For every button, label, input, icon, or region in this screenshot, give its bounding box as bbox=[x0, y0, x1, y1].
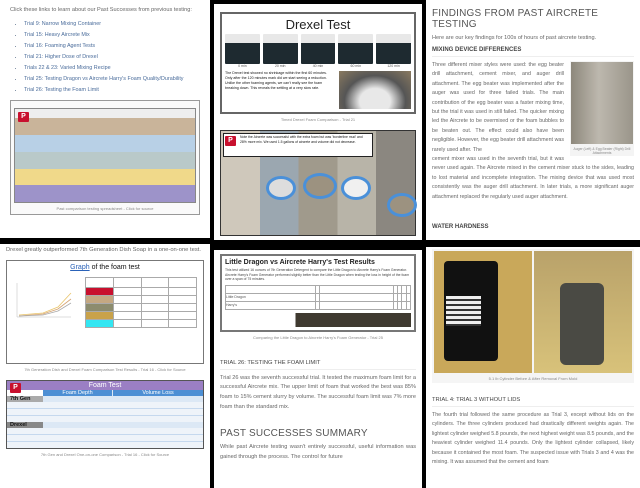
photo-label: 120 min bbox=[387, 64, 400, 68]
column-group-header: Foam Depth bbox=[43, 390, 112, 396]
foam-graph-figure[interactable] bbox=[6, 260, 204, 364]
pinterest-icon[interactable]: P bbox=[225, 136, 236, 146]
body-text: cement mixer was used in the seventh trial, but it was never used again. The Aircrete mixed in the cement mixer stuck to the sides, leading to lost material and incomplete integration. The mixing device that was used most consistently was the auger drill attachment. In later trials, a more significant auger attachment replaced the regularly used auger attachment. bbox=[432, 156, 634, 200]
trial-link[interactable]: Trial 15: Heavy Aircrete Mix bbox=[24, 32, 90, 38]
mixing-photo bbox=[339, 71, 411, 109]
figure-note: Note the Aircrete was successful with the extra foam but was 'borderline mud' and 28% more mix. We used 1.5 gallons of aircrete and volume did not decrease. bbox=[223, 133, 373, 157]
timing-table bbox=[225, 313, 411, 327]
drill-attachments-photo bbox=[571, 62, 633, 144]
list-item bbox=[24, 19, 200, 30]
drexel-figure[interactable] bbox=[220, 12, 416, 114]
color-swatch bbox=[86, 296, 114, 304]
results-table bbox=[225, 285, 411, 310]
figure-text: The Drexel test showed no shrinkage within the first 60 minutes. Only after the 120 minutes mark did we start seeing a reduction. Unlike the other foaming agents, we can't really see the foam breaking down. This reveals the settling at a very slow rate. bbox=[225, 71, 327, 90]
section-title: PAST SUCCESSES SUMMARY bbox=[220, 428, 368, 440]
bucket-photo bbox=[266, 176, 296, 200]
color-swatch bbox=[86, 288, 114, 296]
row-group-label: 7th Gen bbox=[7, 396, 43, 402]
figure-title: Drexel Test bbox=[285, 17, 351, 32]
bucket-photo bbox=[303, 173, 337, 199]
cylinder-figure[interactable] bbox=[432, 249, 634, 383]
section-title: FINDINGS FROM PAST AIRCRETE TESTING bbox=[432, 8, 599, 30]
panel-trial-26 bbox=[214, 250, 422, 488]
panel-findings bbox=[426, 0, 640, 240]
dragon-vs-harry-figure[interactable] bbox=[220, 254, 416, 332]
photo-label: 60 min bbox=[350, 64, 362, 68]
trial-link[interactable]: Trial 26: Testing the Foam Limit bbox=[24, 87, 99, 93]
subsection-heading: TRIAL 4: TRIAL 3 WITHOUT LIDS bbox=[432, 397, 634, 407]
trial-link[interactable]: Trial 16: Foaming Agent Tests bbox=[24, 43, 96, 49]
panel-drexel-test bbox=[214, 4, 422, 240]
row-label: Harry's bbox=[226, 301, 316, 309]
color-swatch bbox=[86, 304, 114, 312]
foam-limit-figure[interactable] bbox=[220, 130, 416, 236]
panel-past-successes-links bbox=[0, 0, 210, 238]
foam-test-table-figure[interactable] bbox=[6, 380, 204, 449]
spreadsheet-figure[interactable] bbox=[10, 100, 200, 215]
figure-caption: Timed Drexel Foam Comparison - Trial 21 bbox=[280, 117, 356, 122]
body-text: The fourth trial followed the same procedure as Trial 3, except without lids on the cylinders. The three cylinders produced had drastically different weights again. The lightest cylinder weighed 5.8 pounds, the next highest weight was 8.5 pounds, and the heaviest cylinder weighed 11.4 pounds. Only the lightest cylinder collapsed, likely because it contained the most foam. The suspected issue with Trials 3 and 4 was the mixing. It was assumed that the cement and foam bbox=[432, 412, 634, 466]
trial-link[interactable]: Trial 9: Narrow Mixing Container bbox=[24, 21, 102, 27]
figure-caption: Past comparison testing spreadsheet - Click for source bbox=[56, 206, 154, 211]
attachments-figure[interactable] bbox=[570, 61, 634, 156]
subsection-heading: WATER HARDNESS bbox=[432, 224, 489, 231]
trial-link[interactable]: Trials 22 & 23: Varied Mixing Recipe bbox=[24, 65, 111, 71]
body-text: Trial 26 was the seventh successful trial. It tested the maximum foam limit for a successful Aircrete mix. The upper limit of foam that worked the best was 85% foam to 15% cement slurry by volume. The successful foam limit was 7% more foam than the standard mix. bbox=[220, 374, 416, 410]
panel-foam-test bbox=[0, 244, 210, 488]
pinterest-icon[interactable]: P bbox=[10, 383, 21, 393]
cylinder-photo bbox=[225, 34, 260, 64]
intro-text: Here are our key findings for 100s of hours of past aircrete testing. bbox=[432, 35, 597, 41]
subsection-heading: MIXING DEVICE DIFFERENCES bbox=[432, 47, 634, 57]
figure-caption: 5.1 lb Cylinder Before & After Removal From Mold bbox=[488, 376, 578, 381]
list-item bbox=[24, 52, 200, 63]
figure-text: This test utilized 16 ounces of 7th Generation Detergent to compare the Little Dragon to Aircrete Harry's Foam Generator. Aircrete Harry's Foam Generator performed slightly better than the Little Dragon when testing the loss in height of the foam over a span of 75 minutes. bbox=[225, 268, 410, 282]
row-group-label: Drexel bbox=[7, 422, 43, 428]
figure-caption: Auger (Left) & Egg Beater (Right) Drill Attachments bbox=[573, 147, 631, 155]
color-swatch bbox=[86, 320, 114, 328]
table-title: Foam Test bbox=[88, 382, 122, 389]
figure-caption: 7th Gen and Drexel One-on-one Comparison - Trial 16 - Click for Source bbox=[40, 452, 170, 457]
photo-label: 20 min bbox=[274, 64, 286, 68]
cylinder-photo bbox=[376, 34, 411, 64]
trial-link[interactable]: Trial 25: Testing Dragon vs Aircrete Harry's Foam Quality/Durability bbox=[24, 76, 184, 82]
cylinder-photo bbox=[263, 34, 298, 64]
panel-trial-4 bbox=[426, 247, 640, 488]
subsection-heading: TRIAL 26: TESTING THE FOAM LIMIT bbox=[220, 360, 416, 370]
sheet-band bbox=[15, 118, 195, 135]
trial-links-list bbox=[10, 19, 200, 96]
sheet-band bbox=[15, 135, 195, 152]
cylinder-after-photo bbox=[534, 251, 632, 373]
foam-results-table bbox=[85, 277, 197, 328]
list-item bbox=[24, 41, 200, 52]
color-swatch bbox=[86, 312, 114, 320]
bucket-photo bbox=[387, 193, 417, 217]
photo-label: 40 min bbox=[312, 64, 324, 68]
sheet-band bbox=[15, 185, 195, 202]
graph-title: of the foam test bbox=[89, 264, 140, 271]
sheet-band bbox=[15, 152, 195, 169]
photo-label: 0 min bbox=[238, 64, 247, 68]
body-text: While past Aircrete testing wasn't entirely successful, useful information was gained through the process. The control for future bbox=[220, 444, 416, 460]
bucket-photo bbox=[341, 176, 371, 200]
body-text: Three different mixer styles were used: the egg beater drill attachment, cement mixer, and auger drill attachment. The egg beater was implemented after the auger was used for three failed trials. The main contribution of the egg beater was a faster mixing time, but the trial it was used in still failed. The quicker mixing led the Aircrete to be overmixed or the foam bubbles to be beaten out. The effect could also have been negligible. However, the egg beater drill attachment was rarely used after. The bbox=[432, 62, 564, 153]
figure-title: Little Dragon vs Aircrete Harry's Test Results bbox=[225, 259, 375, 266]
intro-text: Click these links to learn about our Past Successes from previous testing: bbox=[10, 7, 192, 13]
row-label: Little Dragon bbox=[226, 293, 316, 301]
pinterest-icon[interactable]: P bbox=[18, 112, 29, 122]
graph-link[interactable]: Graph bbox=[70, 264, 90, 271]
cylinder-photo bbox=[338, 34, 373, 64]
list-item bbox=[24, 63, 200, 74]
trial-link[interactable]: Trial 21: Higher Dose of Drexel bbox=[24, 54, 98, 60]
intro-text: Drexel greatly outperformed 7th Generation Dish Soap in a one-on-one test. bbox=[6, 247, 201, 253]
cylinder-photo bbox=[301, 34, 336, 64]
foam-line-chart-thumbnail bbox=[13, 281, 73, 321]
figure-caption: Comparing the Little Dragon to Aircrete Harry's Foam Generator - Trial 25 bbox=[253, 334, 383, 340]
list-item bbox=[24, 74, 200, 85]
list-item bbox=[24, 85, 200, 96]
sheet-band bbox=[15, 169, 195, 186]
column-group-header: Volume Loss bbox=[113, 390, 203, 396]
figure-caption: 7th Generation Dish and Drexel Foam Comparison Test Results - Trial 16 - Click for Source bbox=[24, 367, 186, 372]
list-item bbox=[24, 30, 200, 41]
spreadsheet-image[interactable] bbox=[14, 108, 196, 203]
cylinder-before-photo bbox=[434, 251, 532, 373]
